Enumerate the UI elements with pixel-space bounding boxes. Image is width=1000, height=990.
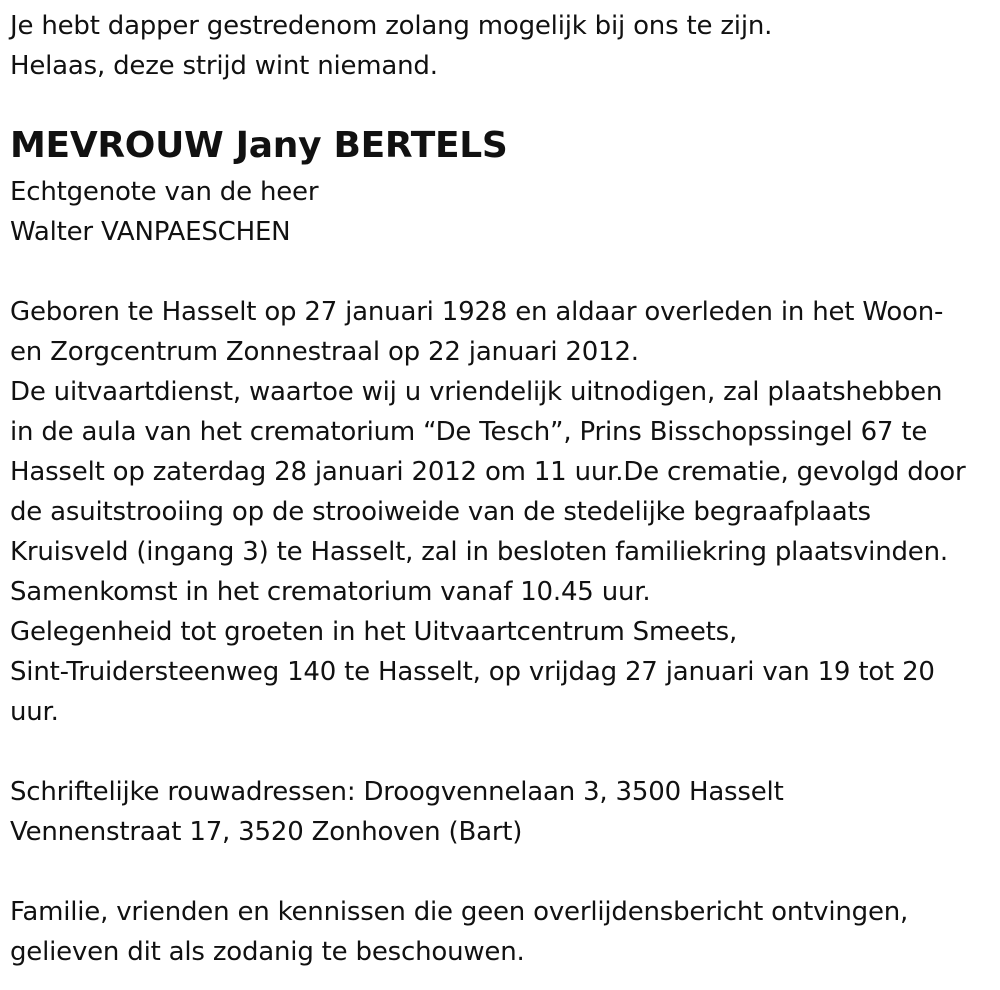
details-line: Hasselt op zaterdag 28 januari 2012 om 11 uur.De crematie, gevolgd door [10,457,966,487]
intro-line: Je hebt dapper gestredenom zolang mogelijk bij ons te zijn. [10,11,773,41]
details-line: Gelegenheid tot groeten in het Uitvaartcentrum Smeets, [10,617,738,647]
condolence-addresses [10,772,995,852]
spouse-line: Walter VANPAESCHEN [10,217,291,247]
closing-line: gelieven dit als zodanig te beschouwen. [10,937,525,967]
details-line: Kruisveld (ingang 3) te Hasselt, zal in besloten familiekring plaatsvinden. [10,537,948,567]
details-line: in de aula van het crematorium “De Tesch”, Prins Bisschopssingel 67 te [10,417,928,447]
details-line: Samenkomst in het crematorium vanaf 10.45 uur. [10,577,651,607]
funeral-details [10,292,995,732]
deceased-name: MEVROUW Jany BERTELS [10,125,508,166]
blank-line [10,252,995,292]
blank-line [10,852,995,892]
address-line: Schriftelijke rouwadressen: Droogvennelaan 3, 3500 Hasselt [10,777,784,807]
blank-line [10,732,995,772]
details-line: en Zorgcentrum Zonnestraal op 22 januari 2012. [10,337,639,367]
details-line: de asuitstrooiing op de strooiweide van de stedelijke begraafplaats [10,497,871,527]
address-line: Vennenstraat 17, 3520 Zonhoven (Bart) [10,817,523,847]
obituary-notice [10,0,995,972]
spouse-line: Echtgenote van de heer [10,177,319,207]
details-line: De uitvaartdienst, waartoe wij u vriendelijk uitnodigen, zal plaatshebben [10,377,943,407]
details-line: uur. [10,697,59,727]
intro-verse [10,6,995,86]
details-line: Sint-Truidersteenweg 140 te Hasselt, op vrijdag 27 januari van 19 tot 20 [10,657,935,687]
details-line: Geboren te Hasselt op 27 januari 1928 en aldaar overleden in het Woon- [10,297,944,327]
spouse-info [10,172,995,252]
closing-note [10,892,995,972]
intro-line: Helaas, deze strijd wint niemand. [10,51,438,81]
closing-line: Familie, vrienden en kennissen die geen overlijdensbericht ontvingen, [10,897,909,927]
